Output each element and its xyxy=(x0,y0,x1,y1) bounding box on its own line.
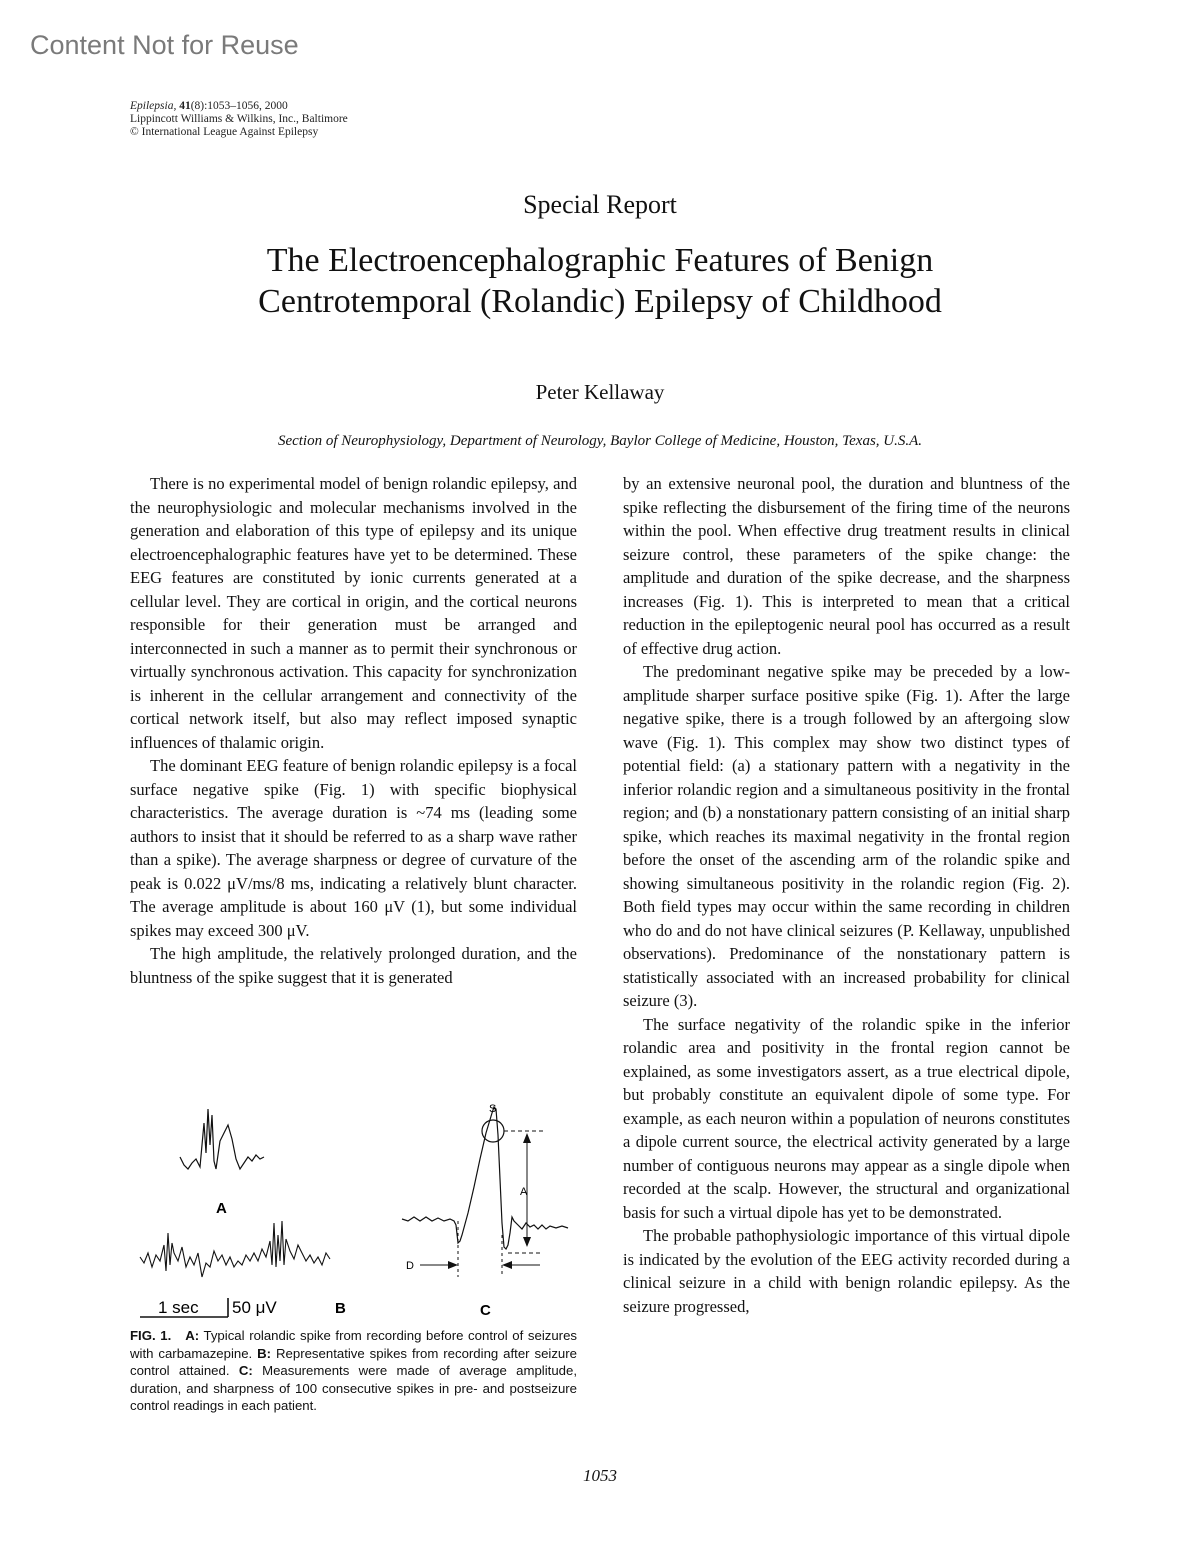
journal-issue-pages: (8):1053–1056, 2000 xyxy=(190,100,288,112)
duration-arrow-right-head xyxy=(502,1261,512,1269)
label-a: A xyxy=(216,1200,227,1217)
label-b: B xyxy=(335,1300,346,1317)
right-column xyxy=(623,472,1070,1318)
scale-amp-label: 50 μV xyxy=(232,1298,277,1317)
caption-a-label: A: xyxy=(185,1328,200,1343)
caption-b-label: B: xyxy=(257,1345,272,1361)
caption-c-label: C: xyxy=(238,1363,253,1378)
caption-c-text: Measurements were made of average amplitude, duration, and sharpness of 100 consecutive spikes in pre- and postseizure control readings in each patient. xyxy=(130,1363,577,1413)
amplitude-arrow-head-bottom xyxy=(523,1237,531,1247)
paragraph: There is no experimental model of benign rolandic epilepsy, and the neurophysiologic and molecular mechanisms involved in the generation and elaboration of this type of epilepsy and its unique electroencephalographic features have yet to be determined. These EEG features are constituted by ionic currents generated at a cellular level. They are cortical in origin, and the cortical neurons responsible for their generation must be arranged and interconnected in such a manner as to permit their synchronous or virtually synchronous activation. This capacity for synchronization is inherent in the cellular arrangement and connectivity of the cortical network itself, but also may reflect imposed synaptic influences of thalamic origin. xyxy=(130,474,577,752)
label-amplitude: A xyxy=(520,1186,528,1198)
label-c: C xyxy=(480,1302,491,1319)
journal-copyright: © International League Against Epilepsy xyxy=(130,126,319,138)
sharpness-circle xyxy=(482,1120,504,1142)
figure-1-drawing xyxy=(130,1095,577,1325)
paragraph: The dominant EEG feature of benign rolandic epilepsy is a focal surface negative spike (Fig. 1) with specific biophysical characteristics. The average duration is ~74 ms (leading some authors to insist that it should be referred to as a sharp wave rather than a spike). The average sharpness or degree of curvature of the peak is 0.022 μV/ms/8 ms, indicating a relatively blunt character. The average amplitude is about 160 μV (1), but some individual spikes may exceed 300 μV. xyxy=(130,756,577,940)
page-number: 1053 xyxy=(583,1466,617,1485)
label-duration: D xyxy=(406,1260,414,1272)
scale-time-label: 1 sec xyxy=(158,1298,199,1317)
figure-1 xyxy=(130,1095,577,1325)
trace-a xyxy=(180,1109,264,1169)
paragraph: by an extensive neuronal pool, the duration and bluntness of the spike reflecting the disbursement of the firing time of the neurons within the pool. When effective drug treatment results in clinical seizure control, these parameters of the spike change: the amplitude and duration of the spike decrease, and the sharpness increases (Fig. 1). This is interpreted to mean that a critical reduction in the epileptogenic neural pool has occurred as a result of effective drug action. xyxy=(623,474,1070,658)
trace-c xyxy=(402,1107,568,1249)
article-title xyxy=(150,240,1050,322)
figure-1-caption xyxy=(130,1327,577,1415)
caption-fig-label: FIG. 1. xyxy=(130,1328,172,1343)
article-title-line-2: Centrotemporal (Rolandic) Epilepsy of Childhood xyxy=(258,283,942,320)
label-s: S xyxy=(489,1103,497,1115)
author: Peter Kellaway xyxy=(535,380,665,404)
journal-publisher: Lippincott Williams & Wilkins, Inc., Baltimore xyxy=(130,113,348,125)
affiliation: Section of Neurophysiology, Department of Neurology, Baylor College of Medicine, Houston, Texas, U.S.A. xyxy=(277,433,923,449)
journal-name: Epilepsia, xyxy=(130,100,177,112)
caption-b-text: Representative spikes from recording after seizure control attained. xyxy=(130,1345,577,1378)
paragraph: The surface negativity of the rolandic spike in the inferior rolandic area and positivity in the frontal region cannot be explained, as some investigators assert, as a true electrical dipole, but probably constitute an equivalent dipole of some type. For example, as each neuron within a population of neurons constitutes a dipole current source, the electrical activity generated by a large number of contiguous neurons may appear as a single dipole when recorded at the scalp. However, the structural and organizational basis for such a virtual dipole has yet to be demonstrated. xyxy=(623,1014,1070,1222)
watermark: Content Not for Reuse xyxy=(30,30,299,60)
journal-volume: 41 xyxy=(179,100,191,112)
article-title-line-1: The Electroencephalographic Features of Benign xyxy=(266,242,934,279)
paragraph: The predominant negative spike may be preceded by a low-amplitude sharper surface positive spike (Fig. 1). After the large negative spike, there is a trough followed by an aftergoing slow wave (Fig. 1). This complex may show two distinct types of potential field: (a) a stationary pattern with a negativity in the inferior rolandic region and a simultaneous positivity in the frontal region; and (b) a nonstationary pattern consisting of an initial sharp spike, which reaches its maximal negativity in the frontal region before the onset of the ascending arm of the rolandic spike and showing simultaneous positivity in the rolandic region (Fig. 2). Both field types may occur within the same recording in children who do and do not have clinical seizures (P. Kellaway, unpublished observations). Predominance of the nonstationary pattern is statistically associated with an increased probability for clinical seizure (3). xyxy=(623,662,1070,1010)
caption-a-text: Typical rolandic spike from recording before control of seizures with carbamazepine. xyxy=(130,1328,577,1361)
duration-arrow-left-head xyxy=(448,1261,458,1269)
paragraph: The high amplitude, the relatively prolonged duration, and the bluntness of the spike suggest that it is generated xyxy=(130,944,577,987)
trace-b xyxy=(140,1221,330,1277)
amplitude-arrow-head-top xyxy=(523,1133,531,1143)
section-label: Special Report xyxy=(523,190,677,219)
journal-citation xyxy=(130,100,348,139)
paragraph: The probable pathophysiologic importance of this virtual dipole is indicated by the evolution of the EEG activity recorded during a clinical seizure in a child with benign rolandic epilepsy. As the seizure progressed, xyxy=(623,1226,1070,1316)
left-column xyxy=(130,472,577,989)
